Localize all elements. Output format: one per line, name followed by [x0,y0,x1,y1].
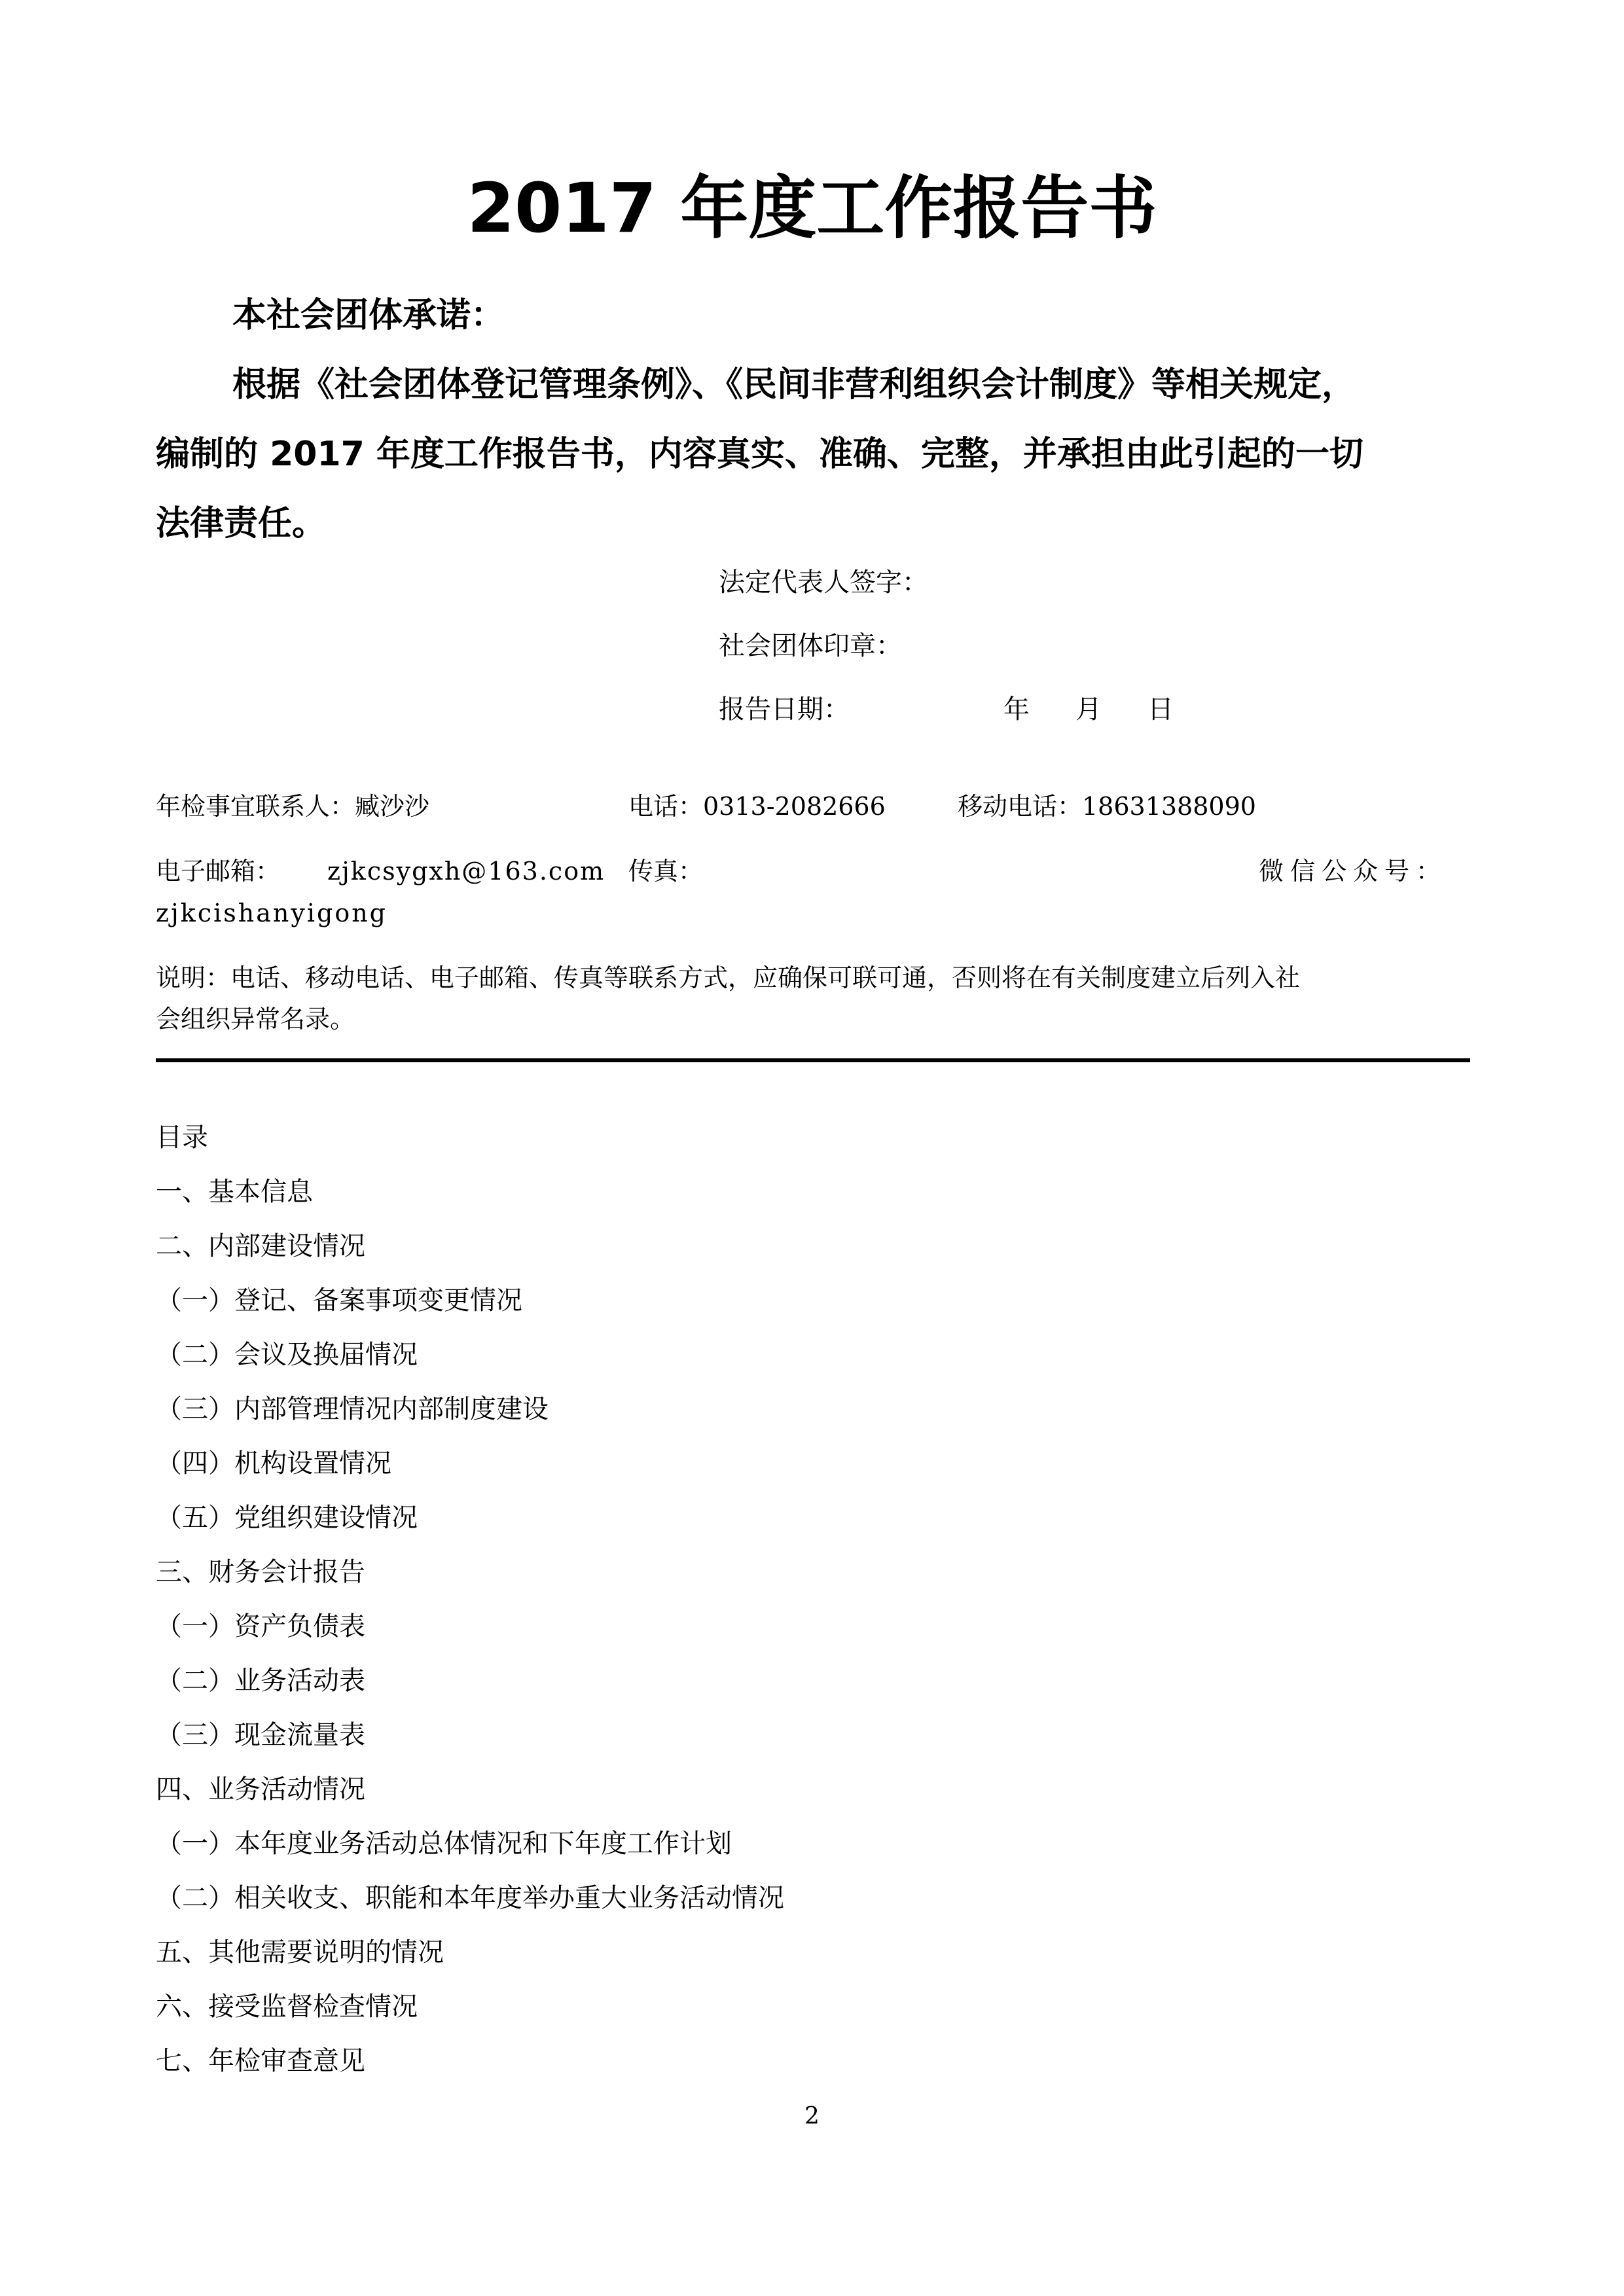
fax-label: 传真： [628,857,704,886]
date-month: 月 [1075,694,1102,725]
toc-item: （二）业务活动表 [156,1666,365,1696]
report-date-label: 报告日期： [719,694,850,725]
toc-item: 三、财务会计报告 [156,1557,365,1587]
wechat-value: zjkcishanyigong [156,899,388,927]
promise-line-1: 根据《社会团体登记管理条例》、《民间非营利组织会计制度》等相关规定， [232,365,1356,404]
date-day: 日 [1147,694,1174,725]
toc-item: 六、接受监督检查情况 [156,1992,418,2022]
toc-item: （四）机构设置情况 [156,1448,391,1479]
toc-item: （二）会议及换届情况 [156,1340,418,1370]
toc-item: （一）本年度业务活动总体情况和下年度工作计划 [156,1829,732,1859]
email-label: 电子邮箱： [156,857,281,886]
contact-note-line-2: 会组织异常名录。 [156,1005,355,1033]
email-value: zjkcsygxh@163.com [327,857,605,886]
toc-item: 七、年检审查意见 [156,2046,365,2076]
toc-item: 一、基本信息 [156,1177,313,1207]
seal-label: 社会团体印章： [719,631,902,661]
toc-item: 四、业务活动情况 [156,1774,365,1804]
page-number: 2 [804,2103,820,2130]
toc-item: （三）现金流量表 [156,1720,365,1750]
contact-phone: 电话：0313-2082666 [628,792,886,821]
contact-mobile: 移动电话：18631388090 [958,792,1256,821]
toc-item: （五）党组织建设情况 [156,1503,418,1533]
signature-label: 法定代表人签字： [719,567,928,598]
wechat-label: 微信公众号： [1259,857,1448,886]
toc-item: （一）登记、备案事项变更情况 [156,1285,522,1316]
toc-item: （一）资产负债表 [156,1611,365,1641]
promise-line-3: 法律责任。 [156,504,327,543]
toc-item: 五、其他需要说明的情况 [156,1937,444,1967]
toc-item: （三）内部管理情况内部制度建设 [156,1394,549,1424]
toc-item: （二）相关收支、职能和本年度举办重大业务活动情况 [156,1883,784,1913]
section-divider [156,1058,1470,1062]
promise-heading: 本社会团体承诺： [232,296,505,335]
toc-item: 二、内部建设情况 [156,1231,365,1261]
contact-person: 年检事宜联系人：臧沙沙 [156,792,430,821]
toc-heading: 目录 [156,1122,208,1153]
date-year: 年 [1003,694,1030,725]
promise-line-2: 编制的 2017 年度工作报告书，内容真实、准确、完整，并承担由此引起的一切 [156,435,1363,474]
contact-note-line-1: 说明：电话、移动电话、电子邮箱、传真等联系方式，应确保可联可通，否则将在有关制度建立后列入社 [156,963,1301,992]
page-title: 2017 年度工作报告书 [467,168,1157,248]
